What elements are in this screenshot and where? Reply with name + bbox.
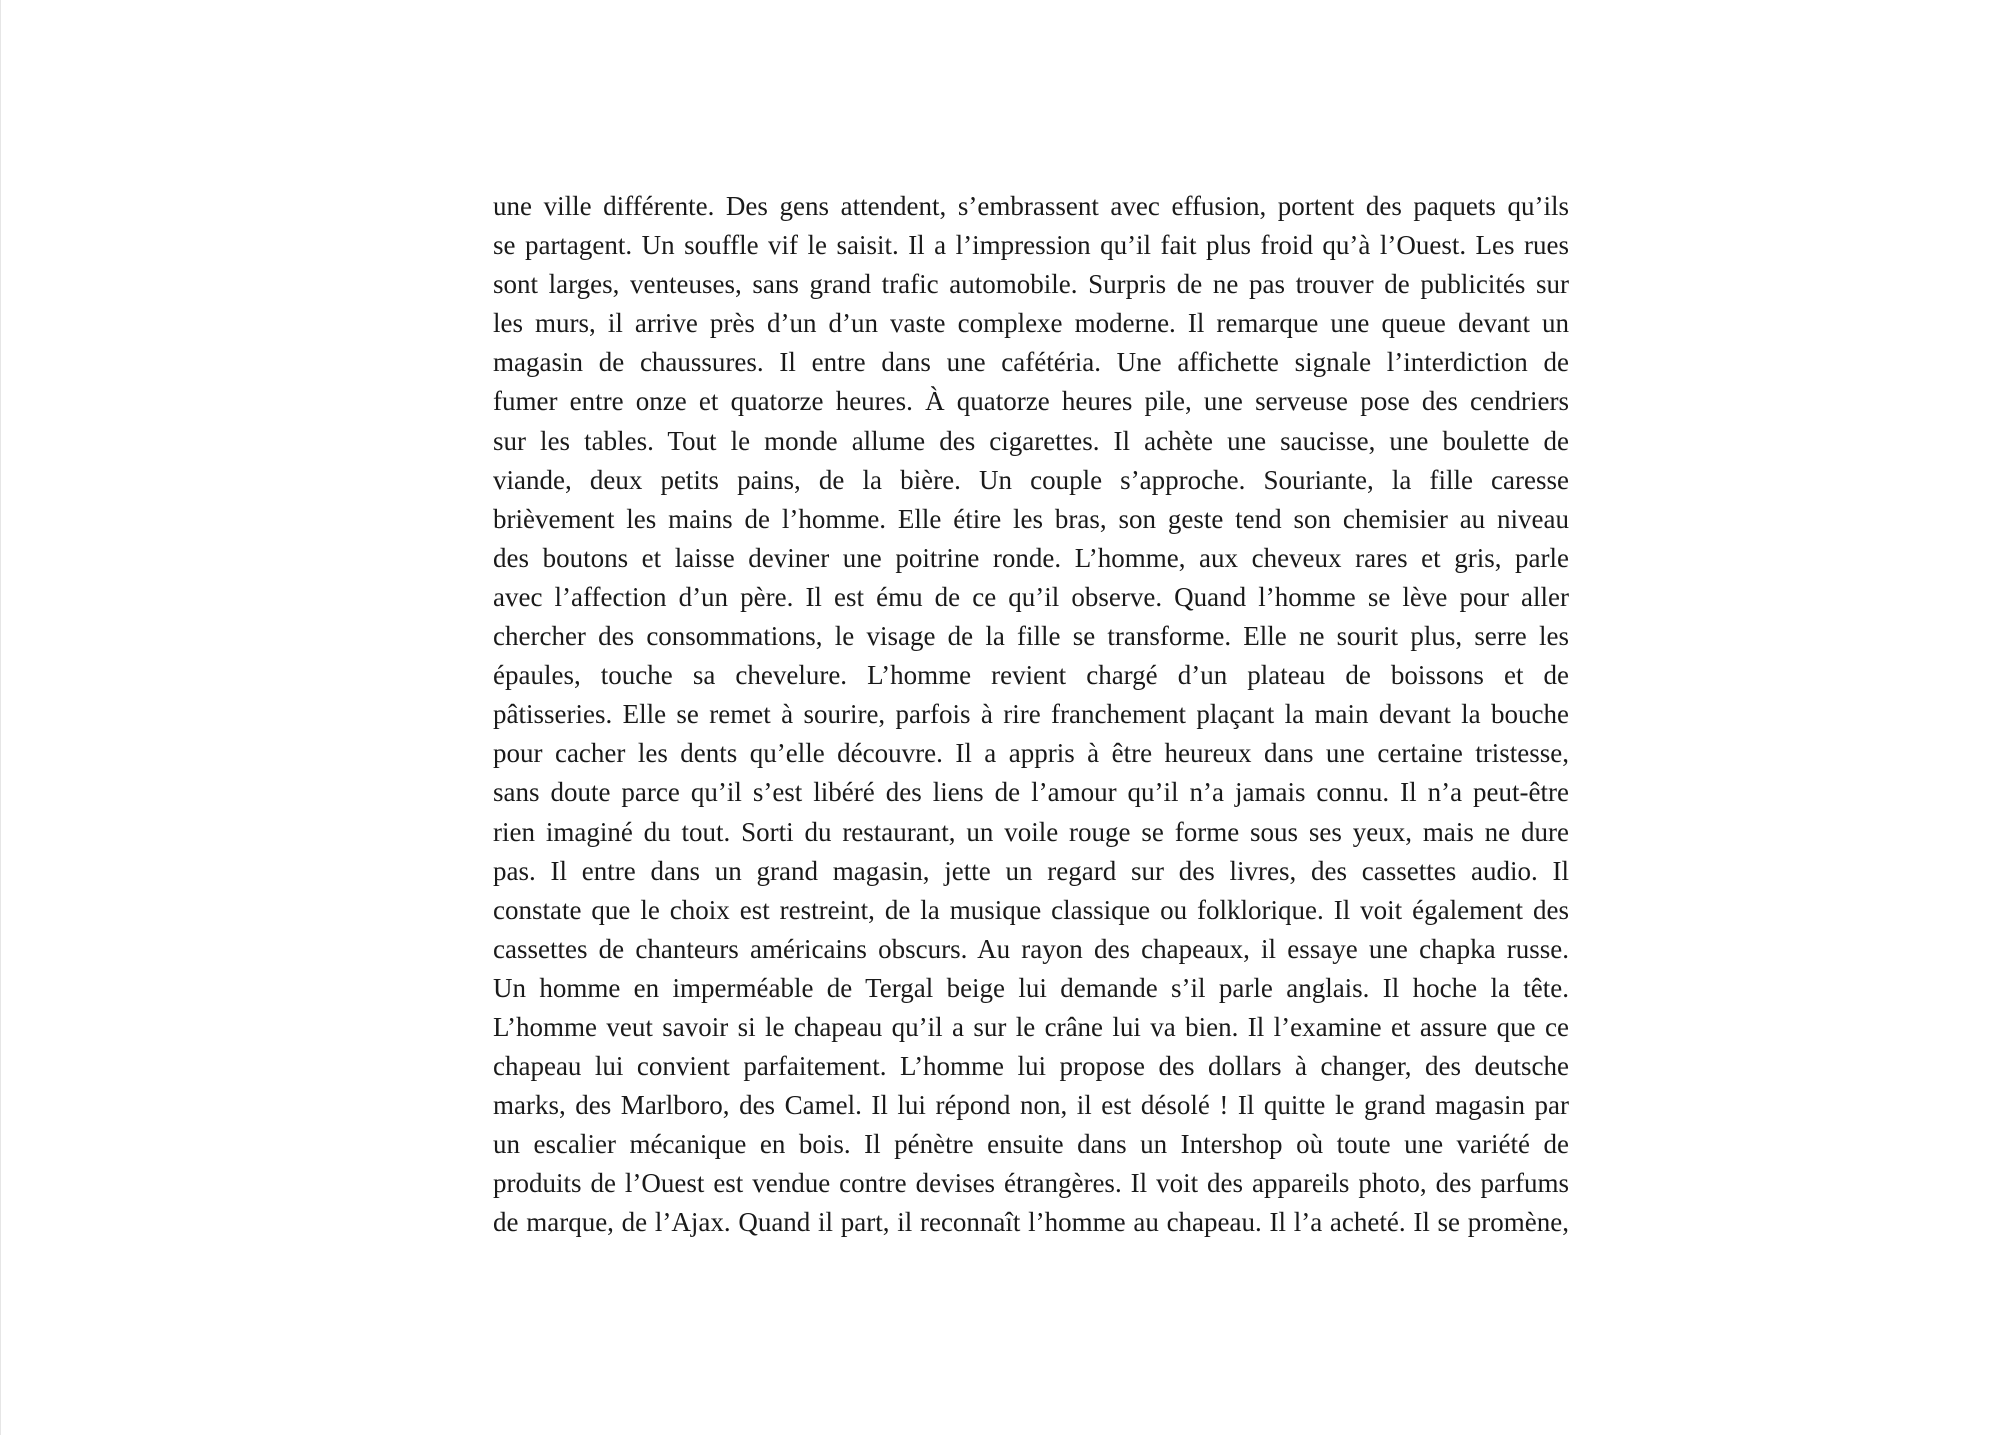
text-line: sur les tables. Tout le monde allume des cigarettes. Il achète une saucisse, une boulette de [493, 425, 1569, 456]
text-line: L’homme veut savoir si le chapeau qu’il a sur le crâne lui va bien. Il l’examine et assure que ce [493, 1011, 1569, 1042]
text-line: cassettes de chanteurs américains obscurs. Au rayon des chapeaux, il essaye une chapka russe. [493, 933, 1569, 964]
text-line: constate que le choix est restreint, de la musique classique ou folklorique. Il voit également des [493, 894, 1569, 925]
text-line: les murs, il arrive près d’un d’un vaste complexe moderne. Il remarque une queue devant un [493, 308, 1569, 339]
text-line: chapeau lui convient parfaitement. L’homme lui propose des dollars à changer, des deutsche [493, 1051, 1569, 1082]
text-line: brièvement les mains de l’homme. Elle étire les bras, son geste tend son chemisier au niveau [493, 503, 1569, 534]
text-line: une ville différente. Des gens attendent, s’embrassent avec effusion, portent des paquets qu’ils [493, 191, 1569, 221]
text-line: des boutons et laisse deviner une poitrine ronde. L’homme, aux cheveux rares et gris, parle [493, 542, 1569, 573]
text-line: fumer entre onze et quatorze heures. À quatorze heures pile, une serveuse pose des cendriers [493, 386, 1569, 417]
text-line: chercher des consommations, le visage de la fille se transforme. Elle ne sourit plus, serre les [493, 621, 1569, 652]
text-line: un escalier mécanique en bois. Il pénètre ensuite dans un Intershop où toute une variété de [493, 1129, 1569, 1160]
text-line: avec l’affection d’un père. Il est ému de ce qu’il observe. Quand l’homme se lève pour aller [493, 581, 1569, 612]
text-line: épaules, touche sa chevelure. L’homme revient chargé d’un plateau de boissons et de [493, 660, 1569, 691]
text-line: de marque, de l’Ajax. Quand il part, il reconnaît l’homme au chapeau. Il l’a acheté. Il se promène, [493, 1207, 1569, 1238]
text-line: marks, des Marlboro, des Camel. Il lui répond non, il est désolé ! Il quitte le grand magasin par [493, 1090, 1569, 1121]
text-line: sont larges, venteuses, sans grand trafic automobile. Surpris de ne pas trouver de publicités sur [493, 269, 1569, 300]
text-line: se partagent. Un souffle vif le saisit. Il a l’impression qu’il fait plus froid qu’à l’Ouest. Les rues [493, 230, 1569, 261]
text-line: magasin de chaussures. Il entre dans une cafétéria. Une affichette signale l’interdiction de [493, 347, 1569, 378]
text-line: viande, deux petits pains, de la bière. Un couple s’approche. Souriante, la fille caresse [493, 464, 1569, 495]
body-text [493, 187, 1569, 1243]
text-line: pâtisseries. Elle se remet à sourire, parfois à rire franchement plaçant la main devant la bouche [493, 699, 1569, 730]
text-line: rien imaginé du tout. Sorti du restaurant, un voile rouge se forme sous ses yeux, mais ne dure [493, 816, 1569, 847]
text-line: Un homme en imperméable de Tergal beige lui demande s’il parle anglais. Il hoche la tête. [493, 972, 1569, 1003]
text-line: pas. Il entre dans un grand magasin, jette un regard sur des livres, des cassettes audio. Il [493, 855, 1569, 886]
text-line: produits de l’Ouest est vendue contre devises étrangères. Il voit des appareils photo, des parfums [493, 1168, 1569, 1199]
text-line: pour cacher les dents qu’elle découvre. Il a appris à être heureux dans une certaine tristesse, [493, 738, 1569, 769]
text-line: sans doute parce qu’il s’est libéré des liens de l’amour qu’il n’a jamais connu. Il n’a peut-être [493, 777, 1569, 808]
